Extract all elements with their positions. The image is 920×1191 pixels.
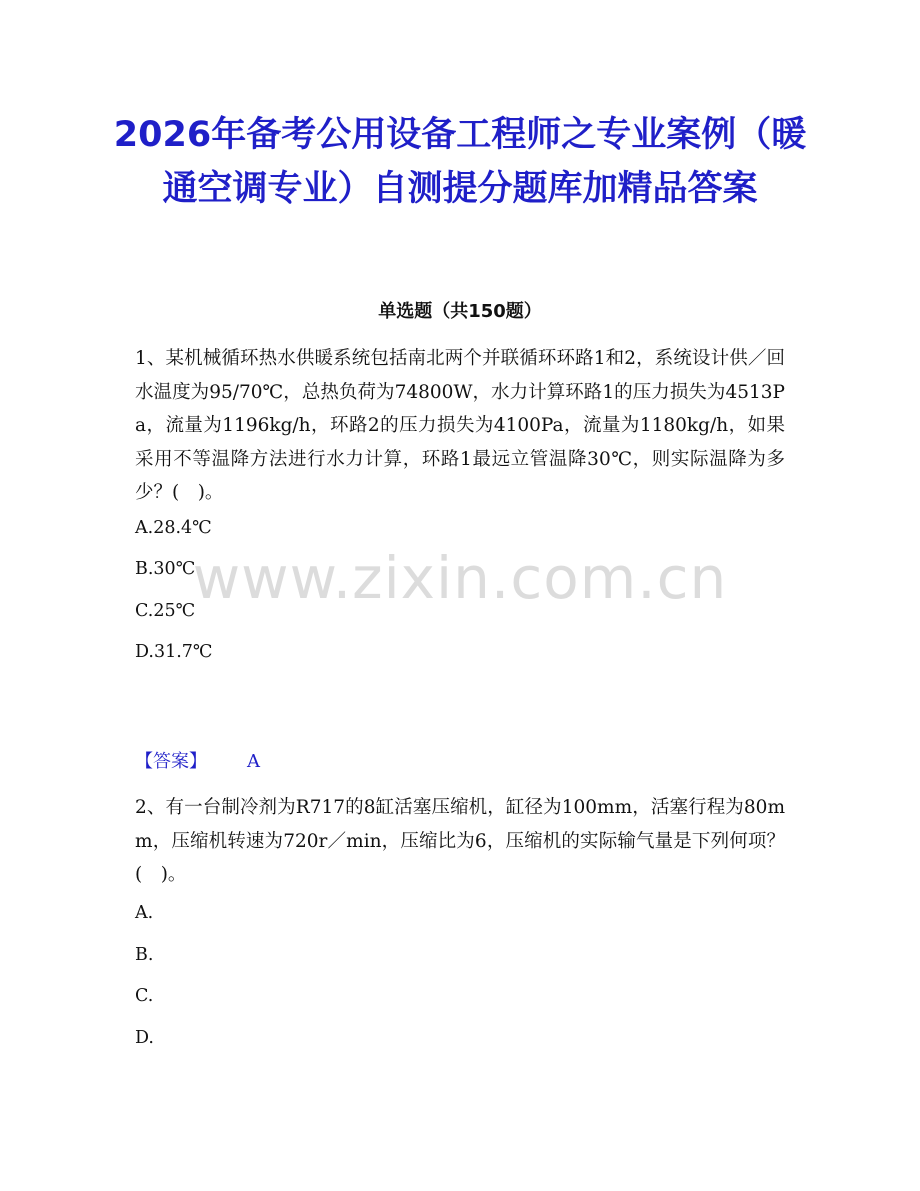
question-1-option-c: C.25℃ [135, 601, 196, 621]
watermark: www.zixin.com.cn [192, 544, 728, 612]
document-title: 2026年备考公用设备工程师之专业案例（暖通空调专业）自测提分题库加精品答案 [113, 115, 807, 209]
question-2-option-c: C. [135, 986, 154, 1006]
question-1-option-d: D.31.7℃ [135, 642, 213, 662]
question-1-option-b: B.30℃ [135, 559, 196, 579]
section-heading: 单选题（共150题） [378, 301, 542, 322]
question-1-answer [135, 750, 260, 774]
question-1-option-a: A.28.4℃ [135, 518, 212, 538]
question-2-text: 2、有一台制冷剂为R717的8缸活塞压缩机，缸径为100mm，活塞行程为80mm，压缩机转速为720r／min，压缩比为6，压缩机的实际输气量是下列何项？( )。 [135, 797, 785, 885]
question-2-option-b: B. [135, 945, 154, 965]
answer-value: A [247, 751, 260, 772]
answer-label: 【答案】 [135, 751, 207, 772]
question-1-text: 1、某机械循环热水供暖系统包括南北两个并联循环环路1和2，系统设计供／回水温度为95/70℃，总热负荷为74800W，水力计算环路1的压力损失为4513Pa，流量为1196kg/h，环路2的压力损失为4100Pa，流量为1180kg/h，如果采用不等温降方法进行水力计算，环路1最远立管温降30℃，则实际温降为多少？( )。 [135, 348, 785, 503]
question-2-option-a: A. [135, 903, 154, 923]
question-2-option-d: D. [135, 1028, 154, 1048]
